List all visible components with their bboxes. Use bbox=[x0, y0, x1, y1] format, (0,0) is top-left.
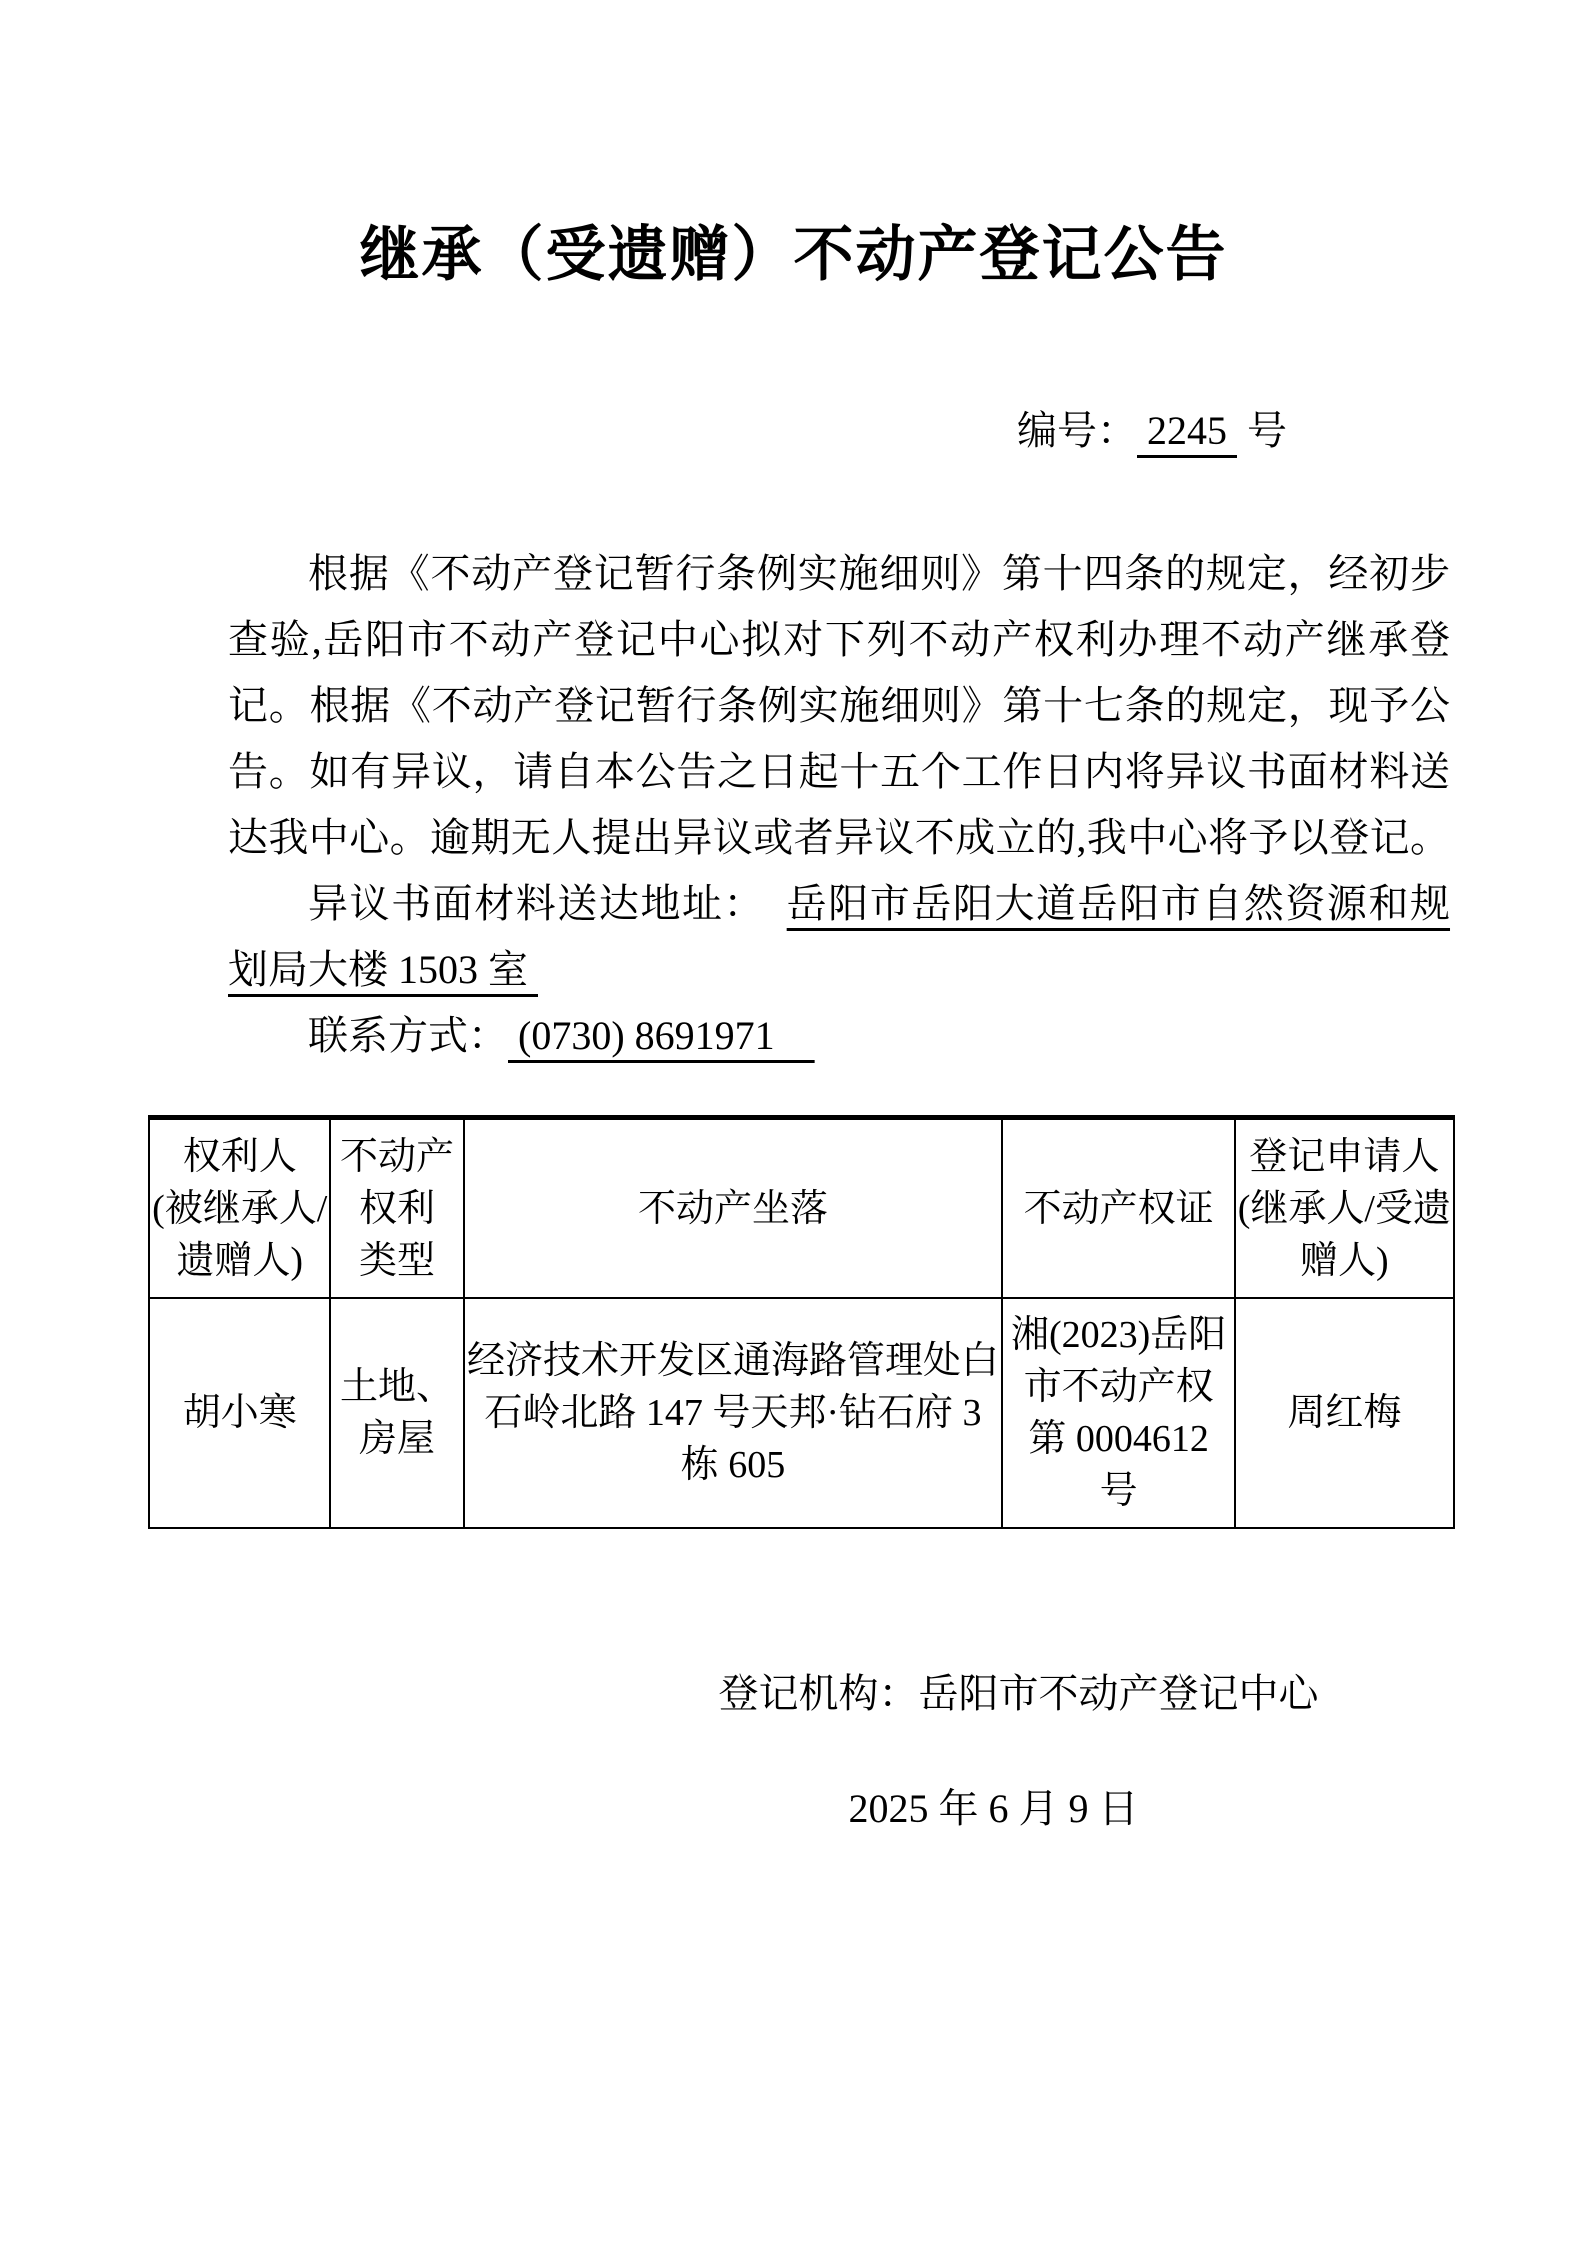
registration-table bbox=[148, 1115, 1455, 1529]
page-title: 继承（受遗赠）不动产登记公告 bbox=[359, 221, 1228, 288]
address-label: 异议书面材料送达地址： bbox=[308, 881, 787, 926]
issue-date: 2025 年 6 月 9 日 bbox=[848, 1786, 1139, 1831]
paragraph-line: 达我中心。逾期无人提出异议或者异议不成立的,我中心将予以登记。 bbox=[228, 815, 1450, 860]
contact-value: (0730) 8691971 bbox=[508, 1013, 815, 1058]
paragraph-line: 查验,岳阳市不动产登记中心拟对下列不动产权利办理不动产继承登 bbox=[228, 617, 1450, 662]
cell-applicant: 周红梅 bbox=[1235, 1298, 1454, 1528]
table-header-row bbox=[149, 1118, 1454, 1299]
serial-suffix: 号 bbox=[1237, 408, 1287, 453]
col-header-applicant: 登记申请人 (继承人/受遗 赠人) bbox=[1235, 1118, 1454, 1299]
col-header-property-certificate: 不动产权证 bbox=[1002, 1118, 1234, 1299]
address-underline-2: 划局大楼 1503 室 bbox=[228, 947, 538, 992]
paragraph-line: 记。根据《不动产登记暂行条例实施细则》第十七条的规定，现予公 bbox=[228, 683, 1450, 728]
cell-right-type: 土地、 房屋 bbox=[330, 1298, 463, 1528]
cell-property-certificate: 湘(2023)岳阳 市不动产权 第 0004612 号 bbox=[1002, 1298, 1234, 1528]
address-line-1 bbox=[228, 871, 1450, 937]
cell-property-location: 经济技术开发区通海路管理处白 石岭北路 147 号天邦·钻石府 3 栋 605 bbox=[464, 1298, 1003, 1528]
address-underline-1: 岳阳市岳阳大道岳阳市自然资源和规 bbox=[786, 881, 1451, 926]
address-line-2 bbox=[228, 937, 1450, 1003]
paragraph-line: 告。如有异议，请自本公告之日起十五个工作日内将异议书面材料送 bbox=[228, 749, 1450, 794]
registration-authority: 登记机构：岳阳市不动产登记中心 bbox=[718, 1671, 1319, 1716]
col-header-property-location: 不动产坐落 bbox=[464, 1118, 1003, 1299]
cell-right-holder: 胡小寒 bbox=[149, 1298, 330, 1528]
serial-label: 编号： bbox=[1017, 408, 1137, 453]
paragraph-line: 根据《不动产登记暂行条例实施细则》第十四条的规定，经初步 bbox=[308, 551, 1450, 596]
serial-number: 2245 bbox=[1137, 408, 1237, 453]
serial-number-line bbox=[0, 403, 1587, 459]
col-header-right-type: 不动产 权利 类型 bbox=[330, 1118, 463, 1299]
col-header-right-holder: 权利人 (被继承人/ 遗赠人) bbox=[149, 1118, 330, 1299]
table-row bbox=[149, 1298, 1454, 1528]
contact-label: 联系方式： bbox=[308, 1013, 508, 1058]
body-text bbox=[228, 541, 1450, 1069]
contact-line bbox=[228, 1003, 1450, 1069]
